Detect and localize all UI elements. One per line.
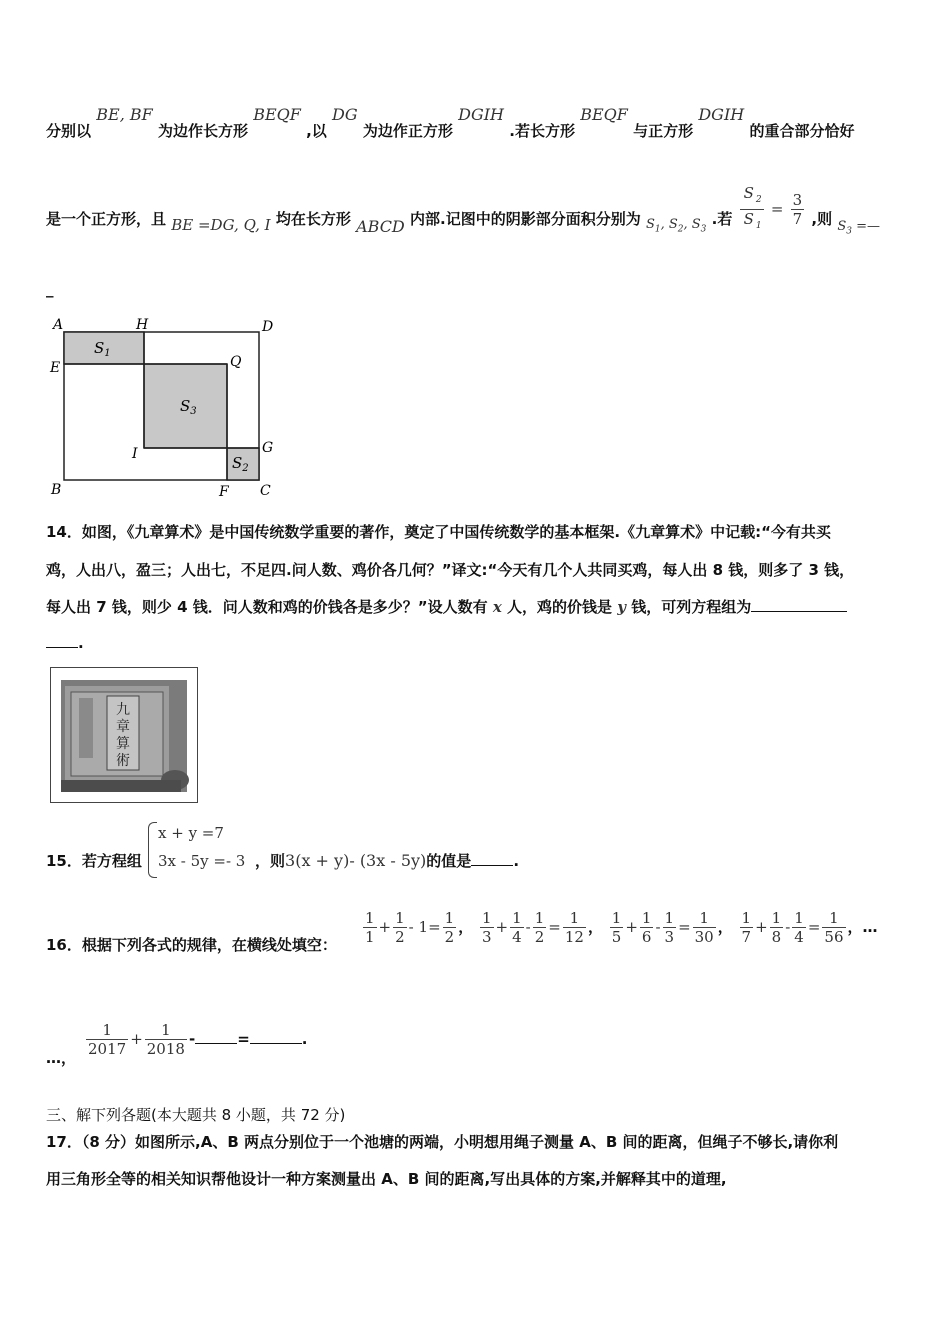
p13-text: 的重合部分恰好 (749, 122, 855, 140)
var-x: x (492, 598, 502, 616)
fraction: $\frac{1}{12}$ (564, 909, 584, 946)
book-title-char: 章 (116, 719, 130, 735)
label-s3: $S_3$ (180, 397, 197, 417)
p13-text: 为边作正方形 (362, 122, 453, 140)
p13-math: DGIH (698, 105, 745, 124)
p16-label: 16．根据下列各式的规律，在横线处填空： (46, 936, 337, 954)
fraction: $\frac{1}{8}$ (771, 909, 782, 946)
p13-text: 为边作长方形 (157, 122, 248, 140)
answer-blank (250, 1043, 302, 1044)
label-d: D (262, 319, 274, 335)
p13-text: .若 (711, 210, 733, 228)
fraction: $\frac{1}{2018}$ (146, 1021, 185, 1058)
fraction: $\frac{1}{1}$ (365, 909, 375, 946)
p13-line2 (46, 184, 881, 239)
p13-math: BE =DG, Q, I (171, 216, 271, 234)
answer-blank (751, 611, 847, 612)
answer-blank (46, 647, 78, 648)
p15-eq2: 3x - 5y =- 3 (158, 852, 246, 870)
section-title: 三、解下列各题(本大题共 8 小题，共 72 分) (46, 1106, 346, 1124)
p13-text: 分别以 (46, 122, 92, 140)
label-f: F (219, 484, 229, 500)
label-g: G (262, 440, 274, 456)
label-a: A (53, 317, 64, 333)
answer-blank (471, 865, 513, 866)
fraction: $\frac{1}{2}$ (395, 909, 405, 946)
p13-s-list: $S_1$, $S_2$, $S_3$ (645, 217, 707, 235)
p16-line2-expression: $\frac{1}{2017}$ + $\frac{1}{2018}$ - = . (88, 1021, 308, 1058)
p13-text: ,以 (306, 122, 327, 140)
p14-line1: 14．如图，《九章算术》是中国传统数学重要的著作，奠定了中国传统数学的基本框架.《九章算术》中记载:“今有共买 (46, 523, 831, 541)
p15-eq1: x + y =7 (158, 824, 224, 842)
fraction: $\frac{1}{3}$ (482, 909, 492, 946)
book-title-char: 算 (116, 736, 130, 752)
fraction: $\frac{1}{6}$ (641, 909, 652, 946)
book-illustration (51, 668, 197, 802)
p13-text: 与正方形 (633, 122, 694, 140)
p13-math: DGIH (458, 105, 505, 124)
p13-figure (44, 312, 284, 504)
p13-text: 均在长方形 (275, 210, 351, 228)
p13-math: BEQF (580, 105, 628, 124)
p13-text: 是一个正方形，且 (46, 210, 167, 228)
p15-tail: ，则3(x + y)- (3x - 5y)的值是 . (255, 851, 520, 870)
p14-line3 (46, 596, 847, 617)
p16-equations: $\frac{1}{1}$ + $\frac{1}{2}$ - 1= $\frac{1}{2}$ ， $\frac{1}{3}$ + $\frac{1}{4}$ - $\frac{1}{2}$ = $\frac{1}{12}$ ， $\frac{1}{5}$ + $\frac{1}{6}$ - $\frac{1}{3}$ = $\frac{1}{30}$ ， $\frac{1}{7}$ + $\frac{1}{8}$ - $\frac{1}{4}$ = $\frac{1}{56}$ ，… (365, 909, 878, 946)
p13-math: BE, BF (96, 105, 153, 124)
label-e: E (50, 360, 61, 376)
p13-math: DG (332, 105, 358, 124)
fraction: $\frac{1}{4}$ (512, 909, 522, 946)
label-s2: $S_2$ (232, 454, 249, 474)
fraction: $\frac{1}{30}$ (694, 909, 714, 946)
p13-text: .若长方形 (509, 122, 575, 140)
p13-ratio-fraction: $\frac{S _2}{S _1}$ (740, 184, 764, 235)
p13-line3: _ (46, 280, 54, 298)
fraction: $\frac{1}{2}$ (444, 909, 455, 946)
label-c: C (260, 483, 271, 499)
fraction: $\frac{1}{4}$ (794, 909, 804, 946)
label-i: I (132, 446, 138, 462)
p17-line1: 17．（8 分）如图所示,A、B 两点分别位于一个池塘的两端，小明想用绳子测量 A、B 间的距离，但绳子不够长,请你利 (46, 1133, 839, 1151)
p14-text: 钱，可列方程组为 (625, 598, 752, 616)
var-y: y (617, 598, 626, 616)
p14-line4: . (46, 634, 84, 652)
p14-line2: 鸡，人出八，盈三；人出七，不足四.问人数、鸡价各几何？”译文:“今天有几个人共同买鸡，每人出 8 钱，则多了 3 钱， (46, 561, 855, 579)
label-s1: $S_1$ (94, 339, 111, 359)
p13-line1 (46, 105, 855, 140)
fraction: $\frac{1}{2}$ (534, 909, 545, 946)
p14-text: 每人出 7 钱，则少 4 钱．问人数和鸡的价钱各是多少？”设人数有 (46, 598, 493, 616)
p13-text: ,则 (811, 210, 833, 228)
book-title-char: 九 (116, 702, 130, 718)
p17-line2: 用三角形全等的相关知识帮他设计一种方案测量出 A、B 间的距离,写出具体的方案,并解释其中的道理, (46, 1170, 727, 1188)
fraction: $\frac{1}{2017}$ (88, 1021, 127, 1058)
p13-eq: = (770, 200, 784, 218)
p13-value-fraction: $\frac{3}{7}$ (792, 191, 803, 228)
p14-text: 人，鸡的价钱是 (501, 598, 618, 616)
fraction: $\frac{1}{7}$ (741, 909, 752, 946)
label-b: B (51, 482, 62, 498)
label-h: H (136, 317, 149, 333)
system-brace (148, 822, 157, 878)
fraction: $\frac{1}{3}$ (664, 909, 675, 946)
p15-expression: 3(x + y)- (3x - 5y) (285, 851, 427, 870)
p13-answer: $S_3$ =— (837, 219, 881, 237)
p13-math: BEQF (253, 105, 301, 124)
p15-label: 15．若方程组 (46, 852, 142, 870)
fraction: $\frac{1}{5}$ (611, 909, 622, 946)
book-title-char: 術 (116, 753, 130, 769)
p13-text: 内部.记图中的阴影部分面积分别为 (410, 210, 641, 228)
answer-blank (195, 1043, 237, 1044)
label-q: Q (230, 354, 242, 370)
fraction: $\frac{1}{56}$ (824, 909, 844, 946)
p16-line2-start: …， (46, 1049, 77, 1067)
book-photo (50, 667, 198, 803)
p13-math: ABCD (356, 217, 405, 236)
